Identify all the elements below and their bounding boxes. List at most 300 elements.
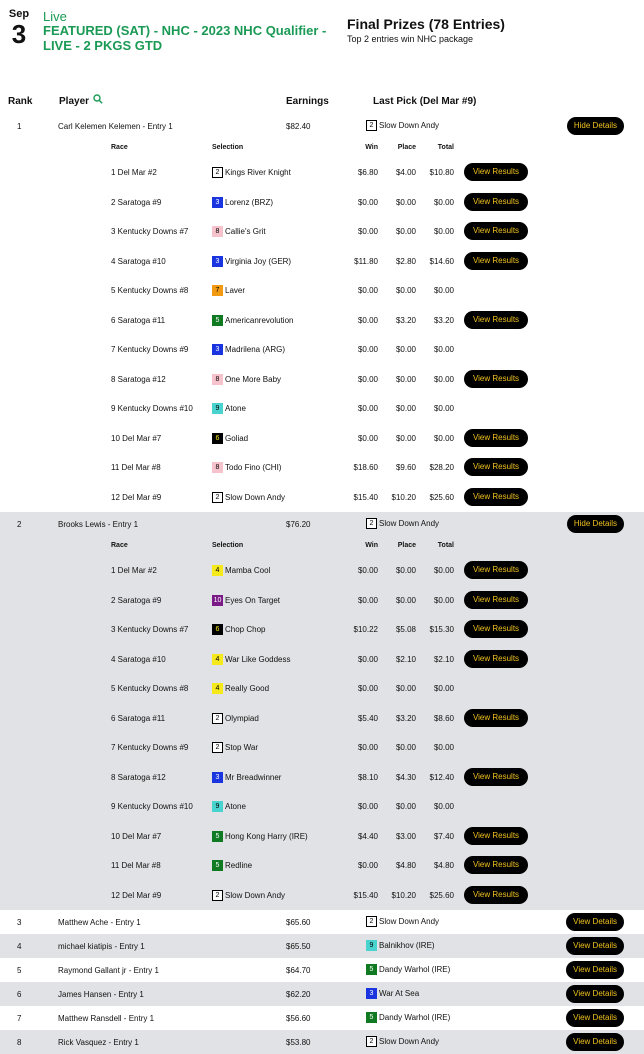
entry-earnings: $65.50	[286, 942, 311, 951]
view-results-button[interactable]: View Results	[464, 561, 528, 579]
race-total-amount: $10.80	[429, 168, 454, 177]
view-results-button[interactable]: View Results	[464, 370, 528, 388]
entry-rank: 1	[17, 122, 22, 131]
race-selection	[212, 285, 245, 296]
race-selection	[212, 831, 308, 842]
selection-horse: Slow Down Andy	[225, 890, 286, 900]
race-selection	[212, 433, 248, 444]
race-place-amount: $0.00	[395, 404, 416, 413]
view-results-wrap	[464, 620, 528, 638]
race-name: 12 Del Mar #9	[111, 492, 162, 502]
entry-rank: 6	[17, 990, 22, 999]
race-place-amount: $9.60	[395, 463, 416, 472]
last-pick-horse: Balnikhov (IRE)	[379, 941, 435, 950]
race-place-amount: $0.00	[395, 227, 416, 236]
race-name: 12 Del Mar #9	[111, 890, 162, 900]
entry-earnings: $65.60	[286, 918, 311, 927]
leaderboard-row	[0, 910, 644, 934]
expanded-entry	[0, 512, 644, 910]
selection-horse: Mr Breadwinner	[225, 772, 282, 782]
leaderboard-row	[0, 934, 644, 958]
saddle-cloth-number: 2	[366, 916, 377, 927]
race-place-amount: $3.20	[395, 713, 416, 723]
race-win-amount: $15.40	[353, 890, 378, 900]
race-selection	[212, 654, 291, 665]
saddle-cloth-number: 5	[366, 964, 377, 975]
view-results-wrap	[464, 768, 528, 786]
view-details-button[interactable]: View Details	[566, 985, 624, 1003]
view-results-wrap	[464, 458, 528, 476]
view-results-button[interactable]: View Results	[464, 458, 528, 476]
details-button-wrap	[567, 515, 624, 533]
race-place-amount: $5.08	[395, 625, 416, 634]
race-row	[0, 881, 644, 911]
selection-horse: War Like Goddess	[225, 654, 291, 664]
selection-horse: Americanrevolution	[225, 315, 294, 325]
selection-horse: Atone	[225, 404, 246, 413]
race-selection	[212, 344, 285, 355]
details-button-wrap	[566, 1033, 624, 1051]
view-results-wrap	[464, 886, 528, 904]
race-selection	[212, 595, 280, 606]
view-results-button[interactable]: View Results	[464, 827, 528, 845]
race-total-amount: $4.80	[433, 861, 454, 870]
race-name: 7 Kentucky Downs #9	[111, 345, 189, 354]
view-results-button[interactable]: View Results	[464, 222, 528, 240]
entry-player-name: Carl Kelemen Kelemen - Entry 1	[58, 122, 173, 131]
last-pick-horse: Dandy Warhol (IRE)	[379, 1013, 451, 1022]
race-total-amount: $0.00	[433, 433, 454, 443]
race-win-amount: $0.00	[357, 743, 378, 752]
entry-rank: 3	[17, 918, 22, 927]
entry-earnings: $56.60	[286, 1014, 311, 1023]
race-place-amount: $0.00	[395, 566, 416, 575]
details-button-wrap	[566, 1009, 624, 1027]
race-win-amount: $0.00	[357, 861, 378, 870]
race-row	[0, 335, 644, 365]
race-selection	[212, 315, 293, 326]
expanded-entry	[0, 114, 644, 512]
selection-horse: Chop Chop	[225, 625, 266, 634]
race-win-amount: $0.00	[357, 345, 378, 354]
win-subcolumn-header: Win	[365, 542, 378, 549]
view-results-wrap	[464, 856, 528, 874]
selection-horse: Goliad	[225, 433, 249, 443]
view-results-wrap	[464, 591, 528, 609]
saddle-cloth-number: 8	[212, 462, 223, 473]
race-row	[0, 586, 644, 616]
saddle-cloth-number: 6	[212, 433, 223, 444]
race-name: 2 Saratoga #9	[111, 197, 162, 207]
details-button-wrap	[566, 985, 624, 1003]
race-row	[0, 615, 644, 645]
date-day: 3	[11, 19, 27, 49]
view-details-button[interactable]: View Details	[566, 961, 624, 979]
race-row	[0, 704, 644, 734]
race-name: 9 Kentucky Downs #10	[111, 404, 193, 413]
race-total-amount: $2.10	[433, 654, 454, 664]
race-row	[0, 851, 644, 881]
race-selection	[212, 403, 246, 414]
saddle-cloth-number: 3	[212, 772, 223, 783]
entry-rank: 7	[17, 1014, 22, 1023]
view-details-button[interactable]: View Details	[566, 937, 624, 955]
selection-subcolumn-header: Selection	[212, 542, 244, 549]
entry-rank: 8	[17, 1038, 22, 1047]
saddle-cloth-number: 2	[212, 890, 223, 901]
race-total-amount: $0.00	[433, 345, 454, 354]
entry-player-name: michael kiatipis - Entry 1	[58, 942, 145, 951]
race-row	[0, 792, 644, 822]
race-place-amount: $10.20	[391, 890, 416, 900]
race-place-amount: $0.00	[395, 286, 416, 295]
leaderboard-row	[0, 1006, 644, 1030]
race-selection	[212, 462, 281, 473]
selection-horse: Olympiad	[225, 713, 259, 723]
view-results-wrap	[464, 222, 528, 240]
race-win-amount: $0.00	[357, 595, 378, 605]
race-row	[0, 247, 644, 277]
race-win-amount: $0.00	[357, 374, 378, 384]
view-results-button[interactable]: View Results	[464, 620, 528, 638]
details-button-wrap	[566, 961, 624, 979]
view-results-wrap	[464, 252, 528, 270]
last-pick-horse: Dandy Warhol (IRE)	[379, 965, 451, 974]
race-total-amount: $14.60	[429, 256, 454, 266]
race-selection	[212, 890, 285, 901]
entry-rank: 5	[17, 966, 22, 975]
entry-earnings: $62.20	[286, 990, 311, 999]
prizes-title: Final Prizes (78 Entries)	[347, 16, 505, 32]
selection-horse: Todo Fino (CHI)	[225, 463, 282, 472]
leaderboard-row	[0, 982, 644, 1006]
race-row	[0, 158, 644, 188]
race-place-amount: $2.10	[395, 654, 416, 664]
race-total-amount: $0.00	[433, 404, 454, 413]
saddle-cloth-number: 5	[212, 831, 223, 842]
view-results-button[interactable]: View Results	[464, 311, 528, 329]
earnings-column-header: Earnings	[286, 96, 329, 107]
race-row	[0, 188, 644, 218]
details-button-wrap	[567, 117, 624, 135]
view-results-wrap	[464, 561, 528, 579]
entry-earnings: $82.40	[286, 122, 311, 131]
saddle-cloth-number: 2	[212, 492, 223, 503]
saddle-cloth-number: 8	[212, 226, 223, 237]
selection-horse: Lorenz (BRZ)	[225, 197, 274, 207]
selection-horse: Madrilena (ARG)	[225, 345, 286, 354]
saddle-cloth-number: 4	[212, 565, 223, 576]
race-name: 9 Kentucky Downs #10	[111, 802, 193, 811]
race-total-amount: $0.00	[433, 374, 454, 384]
selection-horse: Virginia Joy (GER)	[225, 256, 292, 266]
details-button-wrap	[566, 937, 624, 955]
race-place-amount: $2.80	[395, 256, 416, 266]
place-subcolumn-header: Place	[397, 542, 416, 549]
leaderboard-row	[0, 958, 644, 982]
race-subcolumn-header: Race	[111, 542, 128, 549]
selection-horse: Hong Kong Harry (IRE)	[225, 831, 308, 841]
race-place-amount: $0.00	[395, 345, 416, 354]
race-win-amount: $0.00	[357, 315, 378, 325]
view-results-button[interactable]: View Results	[464, 886, 528, 904]
place-subcolumn-header: Place	[397, 144, 416, 151]
entry-player-name: Matthew Ache - Entry 1	[58, 918, 141, 927]
race-row	[0, 453, 644, 483]
hide-details-button[interactable]: Hide Details	[567, 515, 624, 533]
selection-horse: Callie's Grit	[225, 227, 266, 236]
saddle-cloth-number: 3	[212, 344, 223, 355]
hide-details-button[interactable]: Hide Details	[567, 117, 624, 135]
selection-horse: Eyes On Target	[225, 595, 280, 605]
race-selection	[212, 860, 252, 871]
race-place-amount: $4.00	[395, 168, 416, 177]
view-results-button[interactable]: View Results	[464, 429, 528, 447]
entry-last-pick	[366, 1036, 439, 1047]
race-win-amount: $0.00	[357, 404, 378, 413]
race-name: 4 Saratoga #10	[111, 654, 166, 664]
race-row	[0, 556, 644, 586]
last-pick-horse: Slow Down Andy	[379, 121, 440, 130]
race-total-amount: $0.00	[433, 802, 454, 811]
race-total-amount: $15.30	[429, 625, 454, 634]
player-column-header: Player	[59, 96, 90, 107]
entry-player-name: Raymond Gallant jr - Entry 1	[58, 966, 159, 975]
race-row	[0, 674, 644, 704]
entry-last-pick	[366, 916, 439, 927]
race-selection	[212, 492, 285, 503]
race-selection	[212, 624, 265, 635]
race-win-amount: $8.10	[357, 772, 378, 782]
race-place-amount: $0.00	[395, 433, 416, 443]
race-win-amount: $0.00	[357, 433, 378, 443]
race-total-amount: $12.40	[429, 772, 454, 782]
race-row	[0, 217, 644, 247]
selection-horse: One More Baby	[225, 374, 282, 384]
race-name: 1 Del Mar #2	[111, 168, 157, 177]
prizes-subtitle: Top 2 entries win NHC package	[347, 34, 474, 44]
total-subcolumn-header: Total	[437, 542, 454, 549]
saddle-cloth-number: 9	[212, 801, 223, 812]
entry-player-name: Brooks Lewis - Entry 1	[58, 520, 139, 529]
race-row	[0, 822, 644, 852]
race-row	[0, 483, 644, 513]
entry-player-name: James Hansen - Entry 1	[58, 990, 144, 999]
last-pick-horse: Slow Down Andy	[379, 1037, 440, 1046]
view-results-button[interactable]: View Results	[464, 856, 528, 874]
date-month: Sep	[8, 8, 30, 20]
view-results-wrap	[464, 370, 528, 388]
race-win-amount: $0.00	[357, 566, 378, 575]
view-details-button[interactable]: View Details	[566, 1033, 624, 1051]
race-subcolumn-header: Race	[111, 144, 128, 151]
view-results-button[interactable]: View Results	[464, 650, 528, 668]
race-win-amount: $0.00	[357, 802, 378, 811]
race-name: 8 Saratoga #12	[111, 772, 166, 782]
race-place-amount: $0.00	[395, 743, 416, 752]
entry-last-pick	[366, 964, 450, 975]
selection-horse: Redline	[225, 861, 253, 870]
live-status: Live	[43, 9, 67, 24]
race-win-amount: $0.00	[357, 654, 378, 664]
leaderboard-list	[0, 114, 644, 1054]
selection-horse: Mamba Cool	[225, 566, 271, 575]
total-subcolumn-header: Total	[437, 144, 454, 151]
race-name: 4 Saratoga #10	[111, 256, 166, 266]
race-place-amount: $3.20	[395, 315, 416, 325]
saddle-cloth-number: 2	[212, 167, 223, 178]
race-name: 6 Saratoga #11	[111, 713, 166, 723]
saddle-cloth-number: 6	[212, 624, 223, 635]
race-win-amount: $5.40	[357, 713, 378, 723]
date-badge	[6, 8, 32, 48]
race-name: 2 Saratoga #9	[111, 595, 162, 605]
entry-player-name: Matthew Ransdell - Entry 1	[58, 1014, 155, 1023]
race-total-amount: $0.00	[433, 227, 454, 236]
race-place-amount: $4.80	[395, 861, 416, 870]
race-name: 3 Kentucky Downs #7	[111, 625, 189, 634]
last-pick-horse: Slow Down Andy	[379, 917, 440, 926]
race-row	[0, 365, 644, 395]
race-win-amount: $0.00	[357, 197, 378, 207]
saddle-cloth-number: 9	[212, 403, 223, 414]
saddle-cloth-number: 2	[212, 742, 223, 753]
race-selection	[212, 226, 266, 237]
race-place-amount: $3.00	[395, 831, 416, 841]
view-results-button[interactable]: View Results	[464, 488, 528, 506]
view-results-button[interactable]: View Results	[464, 252, 528, 270]
last-pick-horse: Slow Down Andy	[379, 519, 440, 528]
race-win-amount: $15.40	[353, 492, 378, 502]
entry-last-pick	[366, 940, 435, 951]
race-place-amount: $0.00	[395, 802, 416, 811]
saddle-cloth-number: 8	[212, 374, 223, 385]
saddle-cloth-number: 2	[366, 518, 377, 529]
race-name: 6 Saratoga #11	[111, 315, 166, 325]
race-name: 5 Kentucky Downs #8	[111, 684, 189, 693]
race-row	[0, 645, 644, 675]
race-name: 7 Kentucky Downs #9	[111, 743, 189, 752]
leaderboard-row	[0, 1030, 644, 1054]
race-name: 11 Del Mar #8	[111, 861, 161, 870]
race-selection	[212, 374, 281, 385]
entry-last-pick	[366, 1012, 450, 1023]
view-results-wrap	[464, 429, 528, 447]
selection-horse: Kings River Knight	[225, 168, 291, 177]
entry-last-pick	[366, 988, 419, 999]
selection-horse: Atone	[225, 802, 246, 811]
saddle-cloth-number: 5	[212, 315, 223, 326]
race-selection	[212, 683, 269, 694]
race-win-amount: $0.00	[357, 286, 378, 295]
view-results-wrap	[464, 163, 528, 181]
rank-column-header: Rank	[8, 96, 33, 107]
race-total-amount: $28.20	[429, 463, 454, 472]
view-results-button[interactable]: View Results	[464, 709, 528, 727]
race-row	[0, 306, 644, 336]
selection-horse: Laver	[225, 286, 246, 295]
saddle-cloth-number: 4	[212, 683, 223, 694]
view-details-button[interactable]: View Details	[566, 1009, 624, 1027]
entry-player-name: Rick Vasquez - Entry 1	[58, 1038, 139, 1047]
race-row	[0, 394, 644, 424]
race-selection	[212, 256, 291, 267]
race-place-amount: $4.30	[395, 772, 416, 782]
race-selection	[212, 772, 281, 783]
race-row	[0, 763, 644, 793]
race-subtable-header	[0, 536, 644, 556]
view-results-wrap	[464, 827, 528, 845]
race-name: 5 Kentucky Downs #8	[111, 286, 189, 295]
race-win-amount: $10.22	[353, 625, 378, 634]
race-total-amount: $3.20	[433, 315, 454, 325]
view-details-button[interactable]: View Details	[566, 913, 624, 931]
race-total-amount: $7.40	[433, 831, 454, 841]
race-subtable-header	[0, 138, 644, 158]
selection-horse: Slow Down Andy	[225, 492, 286, 502]
entry-earnings: $64.70	[286, 966, 311, 975]
saddle-cloth-number: 2	[212, 713, 223, 724]
details-button-wrap	[566, 913, 624, 931]
race-total-amount: $8.60	[433, 713, 454, 723]
selection-subcolumn-header: Selection	[212, 144, 244, 151]
entry-rank: 4	[17, 942, 22, 951]
race-row	[0, 733, 644, 763]
saddle-cloth-number: 9	[366, 940, 377, 951]
race-name: 3 Kentucky Downs #7	[111, 227, 189, 236]
last-pick-column-header: Last Pick (Del Mar #9)	[373, 96, 477, 107]
view-results-wrap	[464, 650, 528, 668]
search-icon[interactable]	[93, 94, 103, 104]
saddle-cloth-number: 5	[212, 860, 223, 871]
view-results-button[interactable]: View Results	[464, 768, 528, 786]
view-results-wrap	[464, 311, 528, 329]
race-win-amount: $11.80	[354, 256, 378, 266]
race-row	[0, 276, 644, 306]
race-name: 10 Del Mar #7	[111, 433, 162, 443]
race-total-amount: $0.00	[433, 684, 454, 693]
entry-last-pick	[366, 120, 439, 131]
race-selection	[212, 565, 270, 576]
entry-earnings: $53.80	[286, 1038, 311, 1047]
race-place-amount: $0.00	[395, 684, 416, 693]
race-selection	[212, 742, 258, 753]
race-win-amount: $6.80	[357, 168, 378, 177]
race-total-amount: $25.60	[429, 492, 454, 502]
race-total-amount: $0.00	[433, 595, 454, 605]
race-place-amount: $0.00	[395, 197, 416, 207]
win-subcolumn-header: Win	[365, 144, 378, 151]
race-total-amount: $0.00	[433, 743, 454, 752]
saddle-cloth-number: 2	[366, 120, 377, 131]
race-name: 11 Del Mar #8	[111, 463, 161, 472]
race-total-amount: $0.00	[433, 197, 454, 207]
race-win-amount: $0.00	[357, 227, 378, 236]
saddle-cloth-number: 3	[366, 988, 377, 999]
view-results-button[interactable]: View Results	[464, 591, 528, 609]
race-place-amount: $0.00	[395, 595, 416, 605]
selection-horse: Really Good	[225, 684, 270, 693]
saddle-cloth-number: 5	[366, 1012, 377, 1023]
view-results-wrap	[464, 193, 528, 211]
race-win-amount: $0.00	[357, 684, 378, 693]
race-place-amount: $10.20	[391, 492, 416, 502]
saddle-cloth-number: 7	[212, 285, 223, 296]
view-results-button[interactable]: View Results	[464, 163, 528, 181]
view-results-button[interactable]: View Results	[464, 193, 528, 211]
contest-header	[0, 0, 644, 70]
saddle-cloth-number: 10	[213, 596, 222, 604]
